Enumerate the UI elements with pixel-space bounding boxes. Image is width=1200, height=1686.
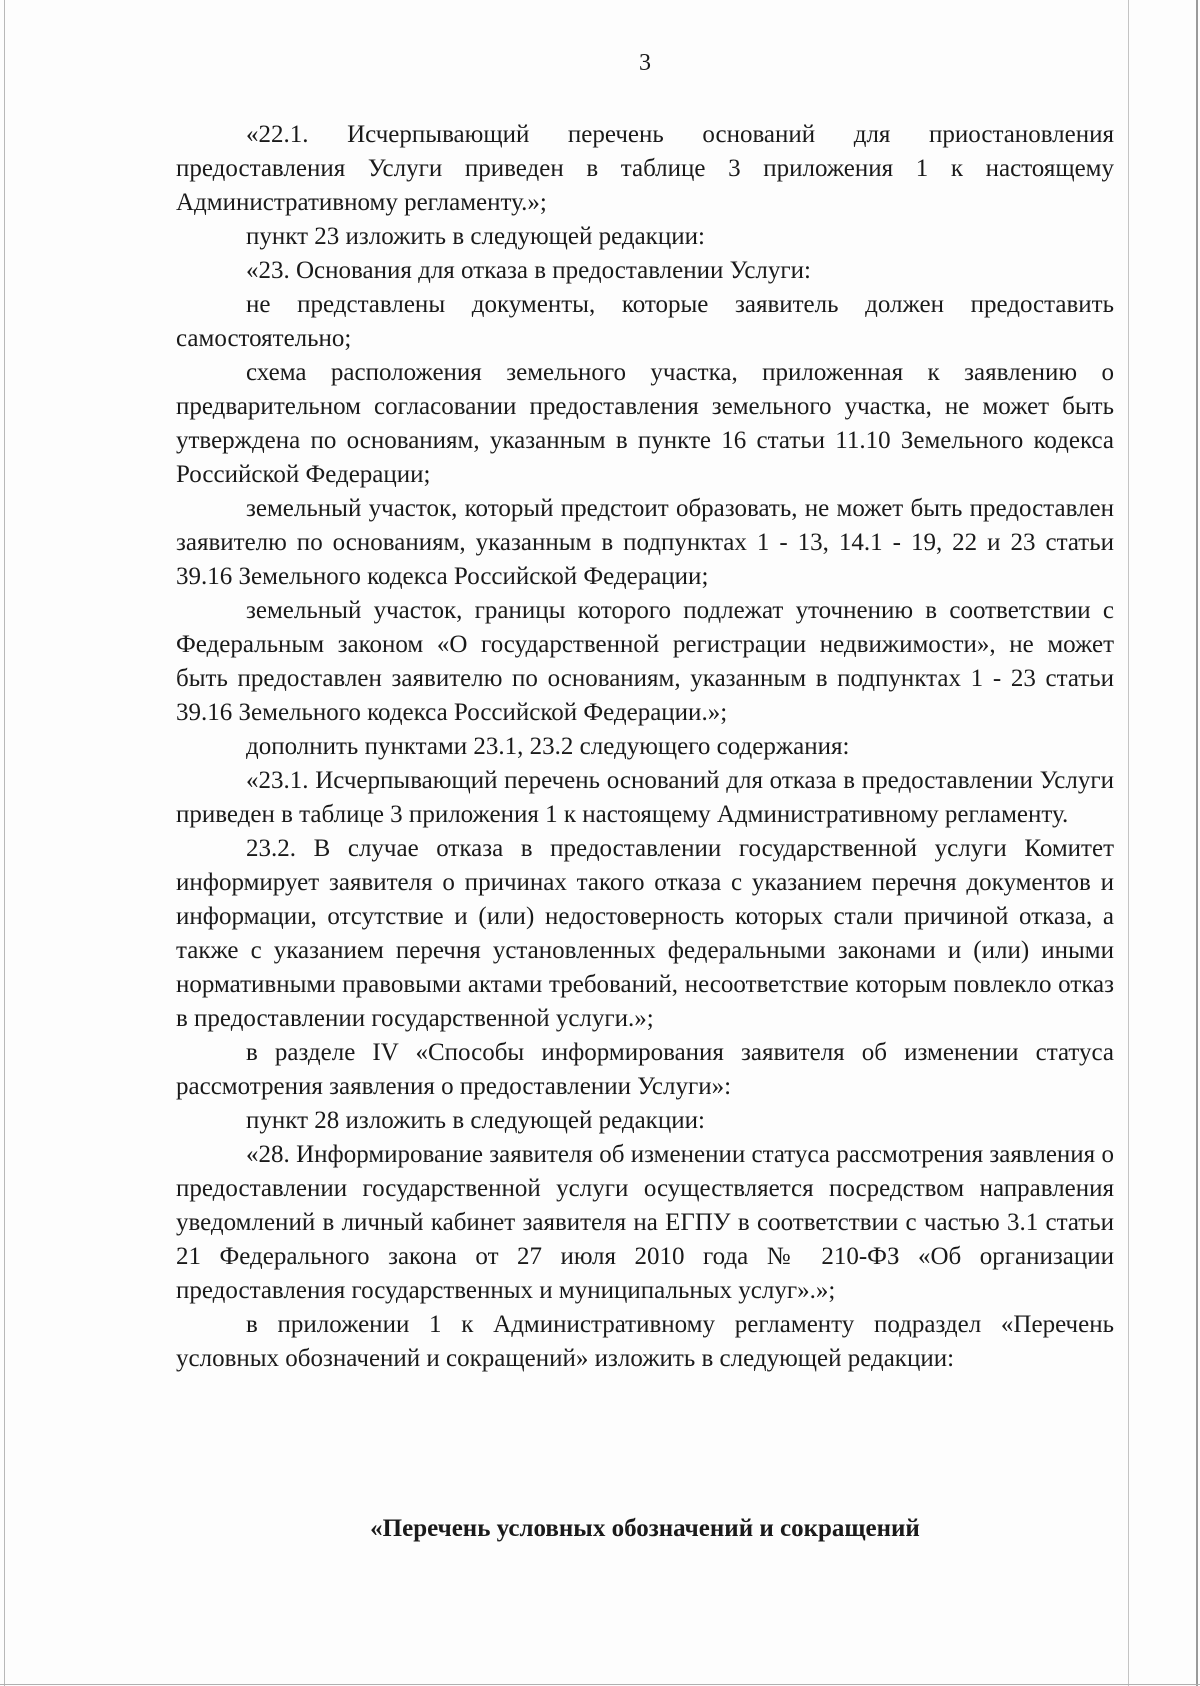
paragraph-amend-23: пункт 23 изложить в следующей редакции: xyxy=(246,223,705,250)
paragraph-28: «28. Информирование заявителя об изменении статуса рассмотрения заявления о предоставлении государственной услуги осуществляется посредством направления уведомлений в личный кабинет заявителя на ЕГПУ в соответствии с частью 3.1 статьи 21 Федерального закона от 27 июля 2010 года № 210-ФЗ «Об организации предоставления государственных и муниципальных услуг».»; xyxy=(176,1141,1114,1304)
paragraph-amend-28: пункт 28 изложить в следующей редакции: xyxy=(246,1107,705,1134)
paragraph-add-23-1-23-2: дополнить пунктами 23.1, 23.2 следующего содержания: xyxy=(246,733,850,760)
paragraph-23-2: 23.2. В случае отказа в предоставлении государственной услуги Комитет информирует заявителя о причинах такого отказа с указанием перечня документов и информации, отсутствие и (или) недостоверность которых стали причиной отказа, а также с указанием перечня установленных федеральными законами и (или) иными нормативными правовыми актами требований, несоответствие которым повлекло отказ в предоставлении государственной услуги.»; xyxy=(176,835,1114,1032)
paragraph-section-iv: в разделе IV «Способы информирования заявителя об изменении статуса рассмотрения заявления о предоставлении Услуги»: xyxy=(176,1039,1114,1100)
paragraph-23-item-1: не представлены документы, которые заявитель должен предоставить самостоятельно; xyxy=(176,291,1114,352)
scan-edge-right-outer xyxy=(1196,0,1198,1686)
paragraph-23-1: «23.1. Исчерпывающий перечень оснований для отказа в предоставлении Услуги приведен в таблице 3 приложения 1 к настоящему Административному регламенту. xyxy=(176,767,1114,828)
scan-edge-right xyxy=(1128,0,1129,1686)
paragraph-22-1: «22.1. Исчерпывающий перечень оснований для приостановления предоставления Услуги приведен в таблице 3 приложения 1 к настоящему Административному регламенту.»; xyxy=(176,121,1114,216)
scan-edge-left xyxy=(4,0,5,1686)
paragraph-appendix-1: в приложении 1 к Административному регламенту подраздел «Перечень условных обозначений и сокращений» изложить в следующей редакции: xyxy=(176,1311,1114,1372)
paragraph-23-item-2: схема расположения земельного участка, приложенная к заявлению о предварительном согласовании предоставления земельного участка, не может быть утверждена по основаниям, указанным в пункте 16 статьи 11.10 Земельного кодекса Российской Федерации; xyxy=(176,359,1114,488)
scan-edge-bottom xyxy=(0,1684,1200,1685)
page-number: 3 xyxy=(639,50,651,76)
document-body xyxy=(176,118,1114,1376)
section-heading: «Перечень условных обозначений и сокращений xyxy=(370,1515,920,1542)
paragraph-23-item-3: земельный участок, который предстоит образовать, не может быть предоставлен заявителю по основаниям, указанным в подпунктах 1 - 13, 14.1 - 19, 22 и 23 статьи 39.16 Земельного кодекса Российской Федерации; xyxy=(176,495,1114,590)
paragraph-23-item-4: земельный участок, границы которого подлежат уточнению в соответствии с Федеральным законом «О государственной регистрации недвижимости», не может быть предоставлен заявителю по основаниям, указанным в подпунктах 1 - 23 статьи 39.16 Земельного кодекса Российской Федерации.»; xyxy=(176,597,1114,726)
paragraph-23-title: «23. Основания для отказа в предоставлении Услуги: xyxy=(246,257,811,284)
